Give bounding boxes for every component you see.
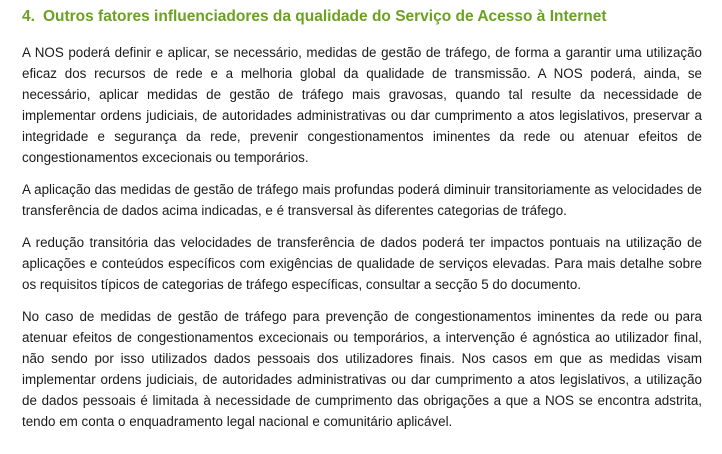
section-title: Outros fatores influenciadores da qualidade do Serviço de Acesso à Internet	[42, 8, 607, 25]
document-body	[22, 6, 702, 443]
paragraph-speed-reduction: A aplicação das medidas de gestão de tráfego mais profundas poderá diminuir transitoriamente as velocidades de transferência de dados acima indicadas, e é transversal às diferentes categorias de tráfego.	[22, 182, 702, 218]
paragraph-personal-data: No caso de medidas de gestão de tráfego para prevenção de congestionamentos iminentes da rede ou para atenuar efeitos de congestionamentos excecionais ou temporários, a intervenção é agnóstica ao utilizador final, não sendo por isso utilizados dados pessoais dos utilizadores finais. Nos casos em que as medidas visam implementar ordens judiciais, de autoridades administrativas ou dar cumprimento a atos legislativos, a utilização de dados pessoais é limitada à necessidade de cumprimento das obrigações a que a NOS se encontra adstrita, tendo em conta o enquadramento legal nacional e comunitário aplicável.	[22, 309, 702, 429]
section-number: 4.	[22, 8, 35, 25]
section-heading	[22, 6, 702, 28]
paragraph-traffic-management: A NOS poderá definir e aplicar, se necessário, medidas de gestão de tráfego, de forma a garantir uma utilização eficaz dos recursos de rede e a melhoria global da qualidade de transmissão. A NOS poderá, ainda, se necessário, aplicar medidas de gestão de tráfego mais gravosas, quando tal resulte da necessidade de implementar ordens judiciais, de autoridades administrativas ou dar cumprimento a atos legislativos, preservar a integridade e segurança da rede, prevenir congestionamentos iminentes da rede ou atenuar efeitos de congestionamentos excecionais ou temporários.	[22, 45, 702, 165]
paragraph-application-impact: A redução transitória das velocidades de transferência de dados poderá ter impactos pontuais na utilização de aplicações e conteúdos específicos com exigências de qualidade de serviços elevadas. Para mais detalhe sobre os requisitos típicos de categorias de tráfego específicas, consultar a secção 5 do documento.	[22, 235, 702, 292]
